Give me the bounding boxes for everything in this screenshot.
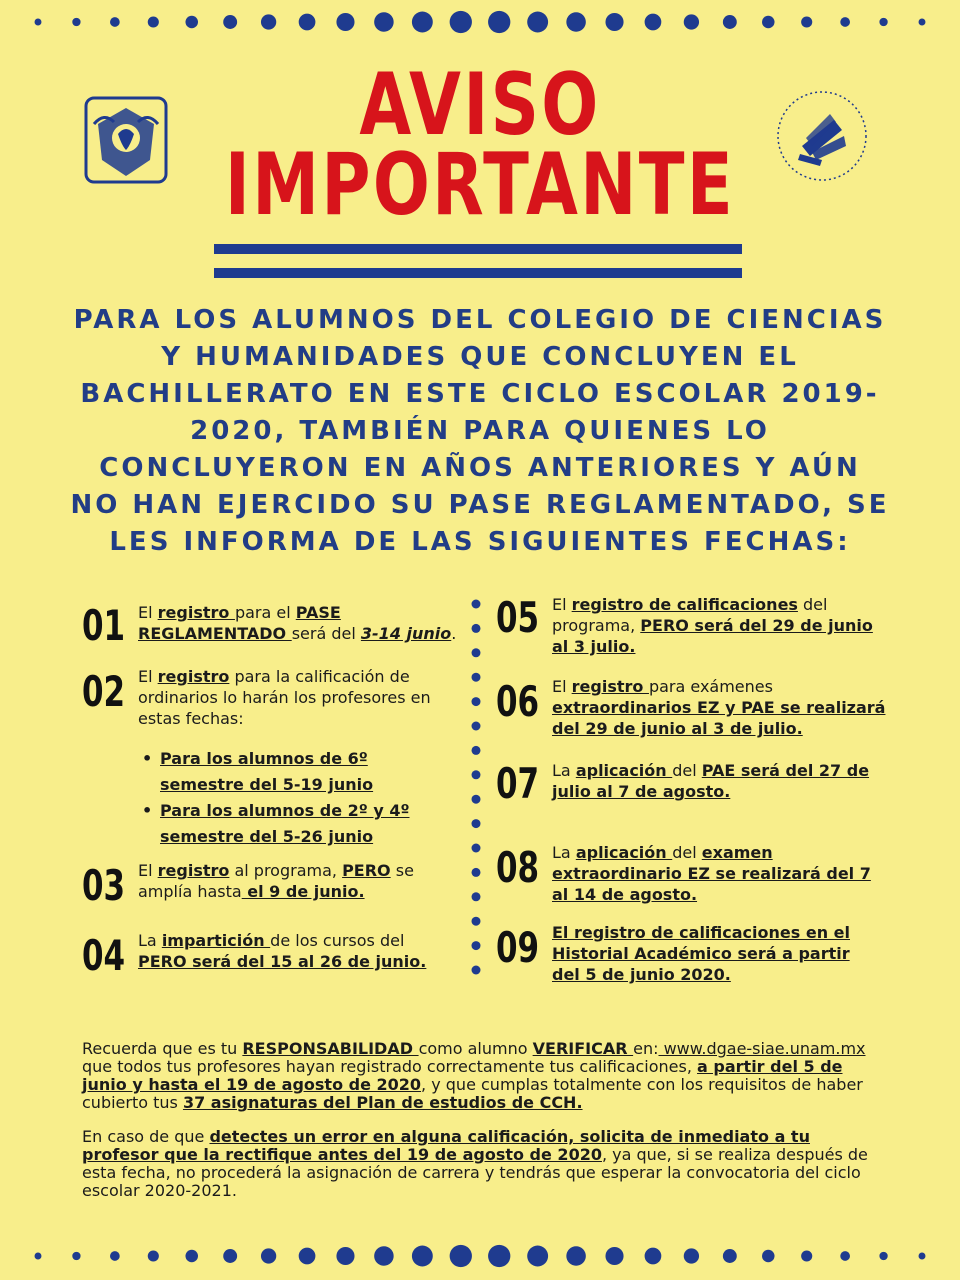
border-dot [919, 1253, 926, 1260]
border-dot [879, 1252, 887, 1260]
border-dot [336, 13, 354, 31]
border-dot [566, 12, 586, 32]
border-dot [684, 14, 699, 29]
border-dot [412, 12, 433, 33]
item-number-07: 07 [496, 759, 540, 808]
item-number-01: 01 [82, 601, 126, 650]
border-dot [223, 15, 237, 29]
item-number-05: 05 [496, 593, 540, 642]
border-dot [110, 17, 120, 27]
border-dot [919, 19, 926, 26]
divider-dot [472, 648, 481, 657]
title-underline-bottom [214, 268, 742, 278]
border-dot [299, 14, 316, 31]
border-dot [72, 18, 80, 26]
item-04-text: La impartición de los cursos del PERO será del 15 al 26 de junio. [138, 931, 427, 971]
item-number-08: 08 [496, 843, 540, 892]
divider-dot [472, 941, 481, 950]
border-dot [450, 1245, 472, 1267]
item-number-02: 02 [82, 667, 126, 716]
intro-paragraph: PARA LOS ALUMNOS DEL COLEGIO DE CIENCIAS Y HUMANIDADES QUE CONCLUYEN EL BACHILLERATO EN ESTE CICLO ESCOLAR 2019-2020, TAMBIÉN PARA QUIENES LO CONCLUYERON EN AÑOS ANTERIORES Y AÚN NO HAN EJERCIDO SU PASE REGLAMENTADO, SE LES INFORMA DE LAS SIGUIENTES FECHAS: [70, 305, 890, 557]
border-dot [879, 18, 887, 26]
divider-dot [472, 966, 481, 975]
border-dot [261, 1248, 276, 1263]
border-dot [185, 1250, 198, 1263]
bullet-2nd-4th-semester: • Para los alumnos de 2º y 4º semestre del 5-26 junio [142, 798, 452, 850]
divider-dot [472, 722, 481, 731]
border-dot [801, 16, 812, 27]
item-01-text: El registro para el PASE REGLAMENTADO será del 3-14 junio. [138, 603, 457, 643]
border-dot [566, 1246, 586, 1266]
item-09-text: El registro de calificaciones en el Historial Académico será a partir del 5 de junio 2020. [552, 923, 850, 984]
border-dot [684, 1248, 699, 1263]
item-03-text: El registro al programa, PERO se amplía hasta el 9 de junio. [138, 861, 414, 901]
border-dot [450, 11, 472, 33]
divider-dot [472, 868, 481, 877]
border-dot [148, 1250, 159, 1261]
border-dot [488, 1245, 510, 1267]
footer-paragraph-verify: Recuerda que es tu RESPONSABILIDAD como alumno VERIFICAR en: www.dgae-siae.unam.mx que todos tus profesores hayan registrado correctamente tus calificaciones, a partir del 5 de junio y hasta el 19 de agosto de 2020, y que cumplas totalmente con los requisitos de haber cubierto tus 37 asignaturas del Plan de estudios de CCH. [82, 1039, 866, 1112]
border-dot [374, 1246, 394, 1266]
item-number-06: 06 [496, 677, 540, 726]
border-dot [148, 16, 159, 27]
divider-dot [472, 917, 481, 926]
item-08-text: La aplicación del examen extraordinario EZ se realizará del 7 al 14 de agosto. [552, 843, 871, 904]
divider-dot [472, 795, 481, 804]
semester-bullet-list [142, 746, 452, 850]
top-dot-border [0, 2, 960, 42]
item-number-04: 04 [82, 931, 126, 980]
item-02-text: El registro para la calificación de ordinarios lo harán los profesores en estas fechas: [138, 667, 431, 728]
border-dot [299, 1248, 316, 1265]
bullet-6th-semester: • Para los alumnos de 6º semestre del 5-19 junio [142, 746, 452, 798]
item-07-text: La aplicación del PAE será del 27 de julio al 7 de agosto. [552, 761, 870, 801]
border-dot [35, 19, 42, 26]
divider-dot [472, 746, 481, 755]
divider-dot [472, 844, 481, 853]
title-underline-top [214, 244, 742, 254]
border-dot [605, 1247, 623, 1265]
border-dot [527, 1246, 548, 1267]
border-dot [72, 1252, 80, 1260]
border-dot [35, 1253, 42, 1260]
border-dot [840, 17, 850, 27]
border-dot [488, 11, 510, 33]
border-dot [527, 12, 548, 33]
divider-dot [472, 892, 481, 901]
border-dot [840, 1251, 850, 1261]
divider-dot [472, 600, 481, 609]
footer-paragraph-error: En caso de que detectes un error en alguna calificación, solicita de inmediato a tu profesor que la rectifique antes del 19 de agosto de 2020, ya que, si se realiza después de esta fecha, no procederá la asignación de carrera y tendrás que esperar la convocatoria del ciclo escolar 2020-2021. [82, 1127, 868, 1200]
title-importante: IMPORTANTE [224, 135, 736, 235]
border-dot [762, 16, 775, 29]
border-dot [723, 1249, 737, 1263]
divider-dot [472, 819, 481, 828]
border-dot [185, 16, 198, 29]
divider-dot [472, 770, 481, 779]
border-dot [605, 13, 623, 31]
title-aviso: AVISO [359, 55, 601, 155]
border-dot [374, 12, 394, 32]
border-dot [801, 1250, 812, 1261]
border-dot [762, 1250, 775, 1263]
dgae-siae-link[interactable]: www.dgae-siae.unam.mx [658, 1039, 866, 1058]
border-dot [723, 15, 737, 29]
border-dot [645, 1248, 662, 1265]
border-dot [110, 1251, 120, 1261]
bottom-dot-border [0, 1236, 960, 1276]
item-number-03: 03 [82, 861, 126, 910]
item-06-text: El registro para exámenes extraordinarios EZ y PAE se realizará del 29 de junio al 3 de julio. [552, 677, 886, 738]
border-dot [645, 14, 662, 31]
border-dot [223, 1249, 237, 1263]
item-number-09: 09 [496, 923, 540, 972]
border-dot [412, 1246, 433, 1267]
divider-dot [472, 673, 481, 682]
item-05-text: El registro de calificaciones del programa, PERO será del 29 de junio al 3 julio. [552, 595, 873, 656]
column-dot-divider [469, 596, 483, 976]
border-dot [336, 1247, 354, 1265]
divider-dot [472, 624, 481, 633]
divider-dot [472, 697, 481, 706]
border-dot [261, 14, 276, 29]
